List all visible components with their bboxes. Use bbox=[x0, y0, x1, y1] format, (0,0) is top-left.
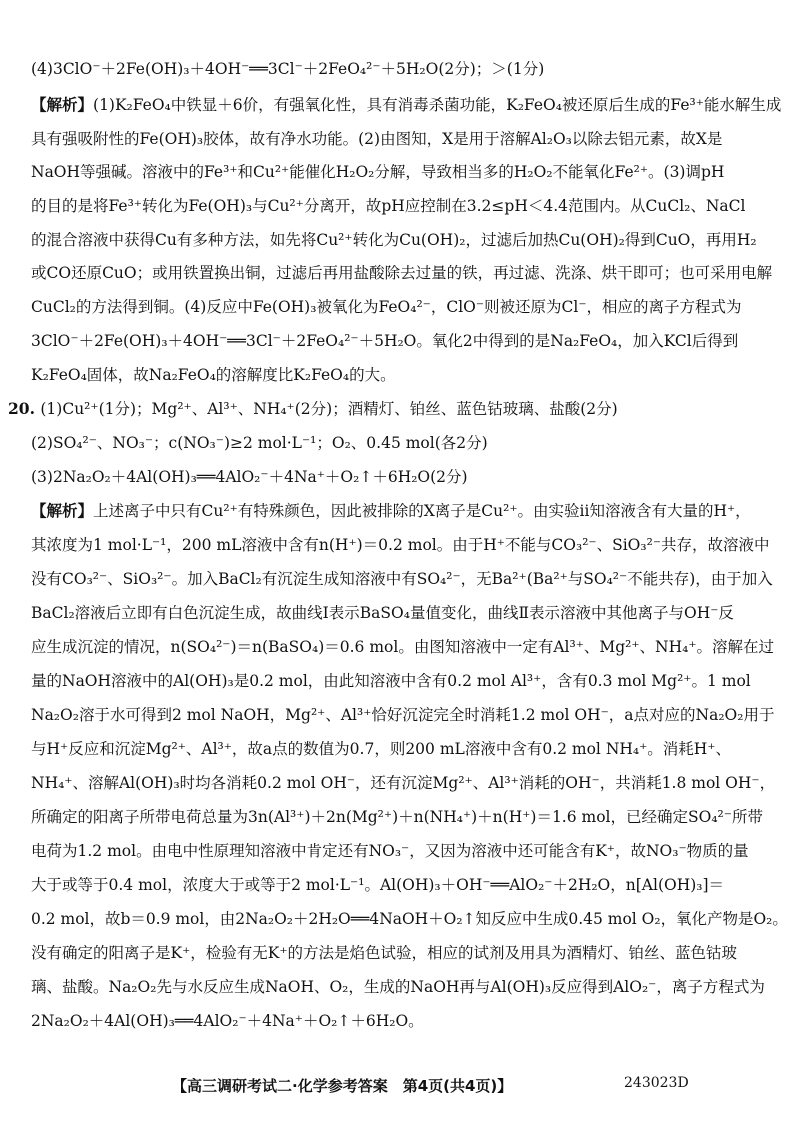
analysis-line: NH₄⁺、溶解Al(OH)₃时均各消耗0.2 mol OH⁻，还有沉淀Mg²⁺、Al³⁺消耗的OH⁻，共消耗1.8 mol OH⁻， bbox=[31, 774, 776, 792]
analysis-line: 的目的是将Fe³⁺转化为Fe(OH)₃与Cu²⁺分离开，故pH应控制在3.2≤pH＜4.4范围内。从CuCl₂、NaCl bbox=[31, 197, 746, 215]
analysis-line: 0.2 mol，故b＝0.9 mol，由2Na₂O₂＋2H₂O══4NaOH＋O₂↑知反应中生成0.45 mol O₂，氧化产物是O₂。 bbox=[31, 910, 788, 928]
analysis-line: 【解析】(1)K₂FeO₄中铁显＋6价，有强氧化性，具有消毒杀菌功能，K₂FeO₄被还原后生成的Fe³⁺能水解生成 bbox=[31, 95, 782, 114]
analysis-line: 2Na₂O₂＋4Al(OH)₃══4AlO₂⁻＋4Na⁺＋O₂↑＋6H₂O。 bbox=[31, 1012, 424, 1030]
analysis-line: NaOH等强碱。溶液中的Fe³⁺和Cu²⁺能催化H₂O₂分解，导致相当多的H₂O₂不能氧化Fe²⁺。(3)调pH bbox=[31, 163, 725, 181]
analysis-line: 或CO还原CuO；或用铁置换出铜，过滤后再用盐酸除去过量的铁，再过滤、洗涤、烘干即可；也可采用电解 bbox=[31, 264, 773, 282]
analysis-line: K₂FeO₄固体，故Na₂FeO₄的溶解度比K₂FeO₄的大。 bbox=[31, 366, 396, 384]
analysis-line: 【解析】上述离子中只有Cu²⁺有特殊颜色，因此被排除的X离子是Cu²⁺。由实验ⅱ知溶液含有大量的H⁺， bbox=[31, 501, 751, 520]
analysis-line: 电荷为1.2 mol。由电中性原理知溶液中肯定还有NO₃⁻，又因为溶液中还可能含有K⁺，故NO₃⁻物质的量 bbox=[31, 842, 749, 860]
analysis-line: 的混合溶液中获得Cu有多种方法，如先将Cu²⁺转化为Cu(OH)₂，过滤后加热Cu(OH)₂得到CuO，再用H₂ bbox=[31, 231, 757, 249]
page-footer-title: 【高三调研考试二·化学参考答案 第4页(共4页)】 bbox=[172, 1077, 513, 1095]
analysis-line: 没有CO₃²⁻、SiO₃²⁻。加入BaCl₂有沉淀生成知溶液中有SO₄²⁻，无Ba²⁺(Ba²⁺与SO₄²⁻不能共存)，由于加入 bbox=[31, 570, 773, 588]
analysis-line: Na₂O₂溶于水可得到2 mol NaOH，Mg²⁺、Al³⁺恰好沉淀完全时消耗1.2 mol OH⁻，a点对应的Na₂O₂用于 bbox=[31, 706, 775, 724]
analysis-line: 与H⁺反应和沉淀Mg²⁺、Al³⁺，故a点的数值为0.7，则200 mL溶液中含有0.2 mol NH₄⁺。消耗H⁺、 bbox=[31, 740, 731, 758]
text-line: (4)3ClO⁻＋2Fe(OH)₃＋4OH⁻══3Cl⁻＋2FeO₄²⁻＋5H₂O(2分)；＞(1分) bbox=[31, 60, 545, 78]
analysis-line: CuCl₂的方法得到铜。(4)反应中Fe(OH)₃被氧化为FeO₄²⁻，ClO⁻则被还原为Cl⁻，相应的离子方程式为 bbox=[31, 298, 742, 316]
text-line: (2)SO₄²⁻、NO₃⁻；c(NO₃⁻)≥2 mol·L⁻¹；O₂、0.45 mol(各2分) bbox=[31, 434, 488, 452]
question-20-answer: 20. (1)Cu²⁺(1分)；Mg²⁺、Al³⁺、NH₄⁺(2分)；酒精灯、铂丝、蓝色钴玻璃、盐酸(2分) bbox=[8, 399, 618, 418]
analysis-line: BaCl₂溶液后立即有白色沉淀生成，故曲线Ⅰ表示BaSO₄量值变化，曲线Ⅱ表示溶液中其他离子与OH⁻反 bbox=[31, 604, 734, 622]
analysis-line: 3ClO⁻＋2Fe(OH)₃＋4OH⁻══3Cl⁻＋2FeO₄²⁻＋5H₂O。氧化2中得到的是Na₂FeO₄，加入KCl后得到 bbox=[31, 332, 739, 350]
analysis-line: 大于或等于0.4 mol，浓度大于或等于2 mol·L⁻¹。Al(OH)₃＋OH⁻══AlO₂⁻＋2H₂O，n[Al(OH)₃]＝ bbox=[31, 876, 725, 894]
analysis-line: 应生成沉淀的情况，n(SO₄²⁻)＝n(BaSO₄)＝0.6 mol。由图知溶液中一定有Al³⁺、Mg²⁺、NH₄⁺。溶解在过 bbox=[31, 638, 775, 656]
analysis-line: 其浓度为1 mol·L⁻¹，200 mL溶液中含有n(H⁺)＝0.2 mol。由于H⁺不能与CO₃²⁻、SiO₃²⁻共存，故溶液中 bbox=[31, 536, 770, 554]
analysis-line: 具有强吸附性的Fe(OH)₃胶体，故有净水功能。(2)由图知，X是用于溶解Al₂O₃以除去铝元素，故X是 bbox=[31, 130, 723, 148]
analysis-line: 璃、盐酸。Na₂O₂先与水反应生成NaOH、O₂，生成的NaOH再与Al(OH)₃反应得到AlO₂⁻，离子方程式为 bbox=[31, 978, 765, 996]
analysis-line: 没有确定的阳离子是K⁺，检验有无K⁺的方法是焰色试验，相应的试剂及用具为酒精灯、铂丝、蓝色钴玻 bbox=[31, 944, 738, 962]
analysis-line: 量的NaOH溶液中的Al(OH)₃是0.2 mol，由此知溶液中含有0.2 mol Al³⁺，含有0.3 mol Mg²⁺。1 mol bbox=[31, 672, 751, 690]
analysis-line: 所确定的阳离子所带电荷总量为3n(Al³⁺)＋2n(Mg²⁺)＋n(NH₄⁺)＋n(H⁺)＝1.6 mol，已经确定SO₄²⁻所带 bbox=[31, 808, 763, 826]
page-footer-code: 243023D bbox=[624, 1075, 689, 1091]
text-line: (3)2Na₂O₂＋4Al(OH)₃══4AlO₂⁻＋4Na⁺＋O₂↑＋6H₂O(2分) bbox=[31, 468, 468, 486]
